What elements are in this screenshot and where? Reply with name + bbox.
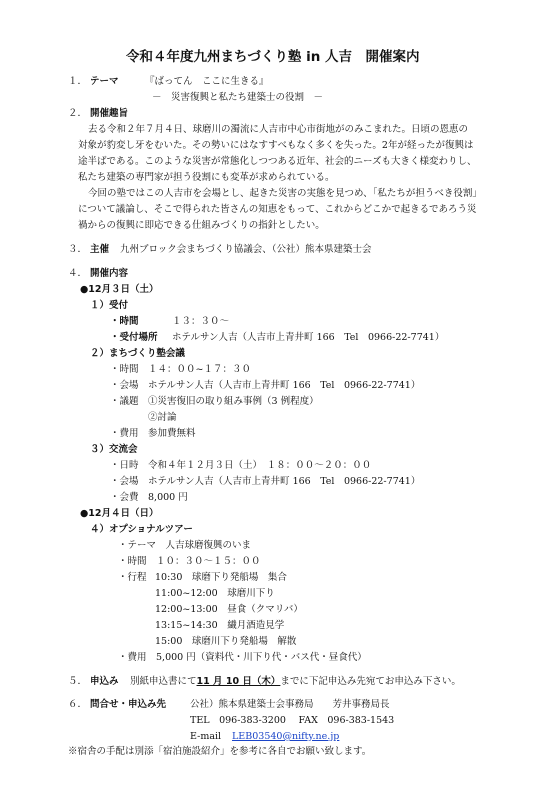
purpose-line: 今回の塾ではこの人吉市を会場とし、起きた災害の実態を見つめ、｢私たちが担うべき役割｣ <box>88 188 478 199</box>
section-4-number: ４． <box>68 268 88 279</box>
application-post: までに下記申込み先宛てお申込み下さい。 <box>280 676 461 687</box>
meeting-heading: ２）まちづくり塾会議 <box>90 348 185 359</box>
itinerary-item: 10:30 球磨下り発船場 集合 <box>155 572 287 583</box>
section-6-number: ６． <box>68 699 88 710</box>
contact-email-link[interactable]: LEB03540@nifty.ne.jp <box>232 731 340 742</box>
meeting-venue: ・会場 ホテルサン人吉（人吉市上青井町 166 Tel 0966-22-7741） <box>110 380 421 391</box>
section-2-number: ２． <box>68 108 88 119</box>
section-3-label: 主催 <box>90 244 110 255</box>
tour-theme: ・テーマ 人吉球磨復興のいま <box>118 540 252 551</box>
reception-place-label: ・受付場所 <box>110 332 158 343</box>
party-datetime: ・日時 令和４年１２月３日（土） １８：００～２０：００ <box>110 460 372 471</box>
itinerary-item: 13:15~14:30 繊月酒造見学 <box>155 620 285 631</box>
contact-phone-fax: TEL 096-383-3200 FAX 096-383-1543 <box>190 715 395 726</box>
purpose-line: 対象が豹変し牙をむいた。その勢いにはなすすべもなく多くを失った。2年が経ったが復興は <box>78 140 474 151</box>
application-text <box>130 676 461 688</box>
meeting-agenda: ・議題 ①災害復旧の取り組み事例（3 例程度） <box>110 396 319 407</box>
itinerary-item: 15:00 球磨川下り発船場 解散 <box>155 636 297 647</box>
lodging-note: ※宿舎の手配は別添「宿泊施設紹介」を参考に各自でお願い致します。 <box>68 746 372 757</box>
party-fee: ・会費 8,000 円 <box>110 492 188 503</box>
day-2-heading: ●12月４日（日） <box>80 508 159 519</box>
application-pre: 別紙申込書にて <box>130 676 197 687</box>
reception-party-heading: ３）交流会 <box>90 444 138 455</box>
section-5-label: 申込み <box>90 676 119 687</box>
purpose-line: 途半ばである。このような災害が常態化しつつある近年、社会的ニーズも大きく様変わりし、 <box>78 156 477 167</box>
section-5-number: ５． <box>68 676 88 687</box>
section-1-number: １． <box>68 76 88 87</box>
optional-tour-heading: ４）オプショナルツアー <box>90 524 193 535</box>
tour-time: ・時間 １０：３０～１５：００ <box>118 556 261 567</box>
purpose-line: 禍からの復興に即応できる仕組みづくりの指針としたい。 <box>78 220 325 231</box>
day-1-heading: ●12月３日（土） <box>80 284 159 295</box>
contact-organization: 公社）熊本県建築士会事務局 芳井事務局長 <box>190 699 390 710</box>
contact-email-label: E-mail <box>190 731 222 742</box>
party-venue: ・会場 ホテルサン人吉（人吉市上青井町 166 Tel 0966-22-7741） <box>110 476 421 487</box>
purpose-line: について議論し、そこで得られた皆さんの知恵をもって、これからどこかで起きるであろう災 <box>78 204 477 215</box>
theme-subtitle: － 災害復興と私たち建築士の役割 － <box>152 92 324 103</box>
page-title: 令和４年度九州まちづくり塾 in 人吉 開催案内 <box>126 49 420 65</box>
theme-text: 『ばってん ここに生きる』 <box>145 76 269 87</box>
organizer-text: 九州ブロック会まちづくり協議会、（公社）熊本県建築士会 <box>120 244 372 255</box>
meeting-agenda-2: ②討論 <box>148 412 177 423</box>
application-deadline: 11 月 10 日（木） <box>196 676 281 687</box>
reception-time-value: １３：３０～ <box>172 316 230 327</box>
itinerary-item: 12:00~13:00 昼食（クマリバ） <box>155 604 303 615</box>
purpose-line: 去る令和２年７月４日、球磨川の濁流に人吉市中心市街地がのみこまれた。日頃の恩恵の <box>88 124 469 135</box>
meeting-time: ・時間 １４：００~１７：３０ <box>110 364 251 375</box>
reception-time-label: ・時間 <box>110 316 139 327</box>
itinerary-item: 11:00~12:00 球磨川下り <box>155 588 275 599</box>
reception-place-value: ホテルサン人吉（人吉市上青井町 166 Tel 0966-22-7741） <box>172 332 445 343</box>
tour-fee: ・費用 5,000 円（資料代・川下り代・バス代・昼食代） <box>118 652 367 663</box>
section-6-label: 問合せ・申込み先 <box>90 699 167 710</box>
meeting-fee: ・費用 参加費無料 <box>110 428 196 439</box>
tour-itinerary-label: ・行程 <box>118 572 147 583</box>
purpose-line: 私たち建築の専門家が担う役割にも変革が求められている。 <box>78 172 335 183</box>
section-2-label: 開催趣旨 <box>90 108 129 119</box>
section-3-number: ３． <box>68 244 88 255</box>
reception-heading: １）受付 <box>90 300 129 311</box>
section-1-label: テーマ <box>90 76 119 87</box>
section-4-label: 開催内容 <box>90 268 129 279</box>
